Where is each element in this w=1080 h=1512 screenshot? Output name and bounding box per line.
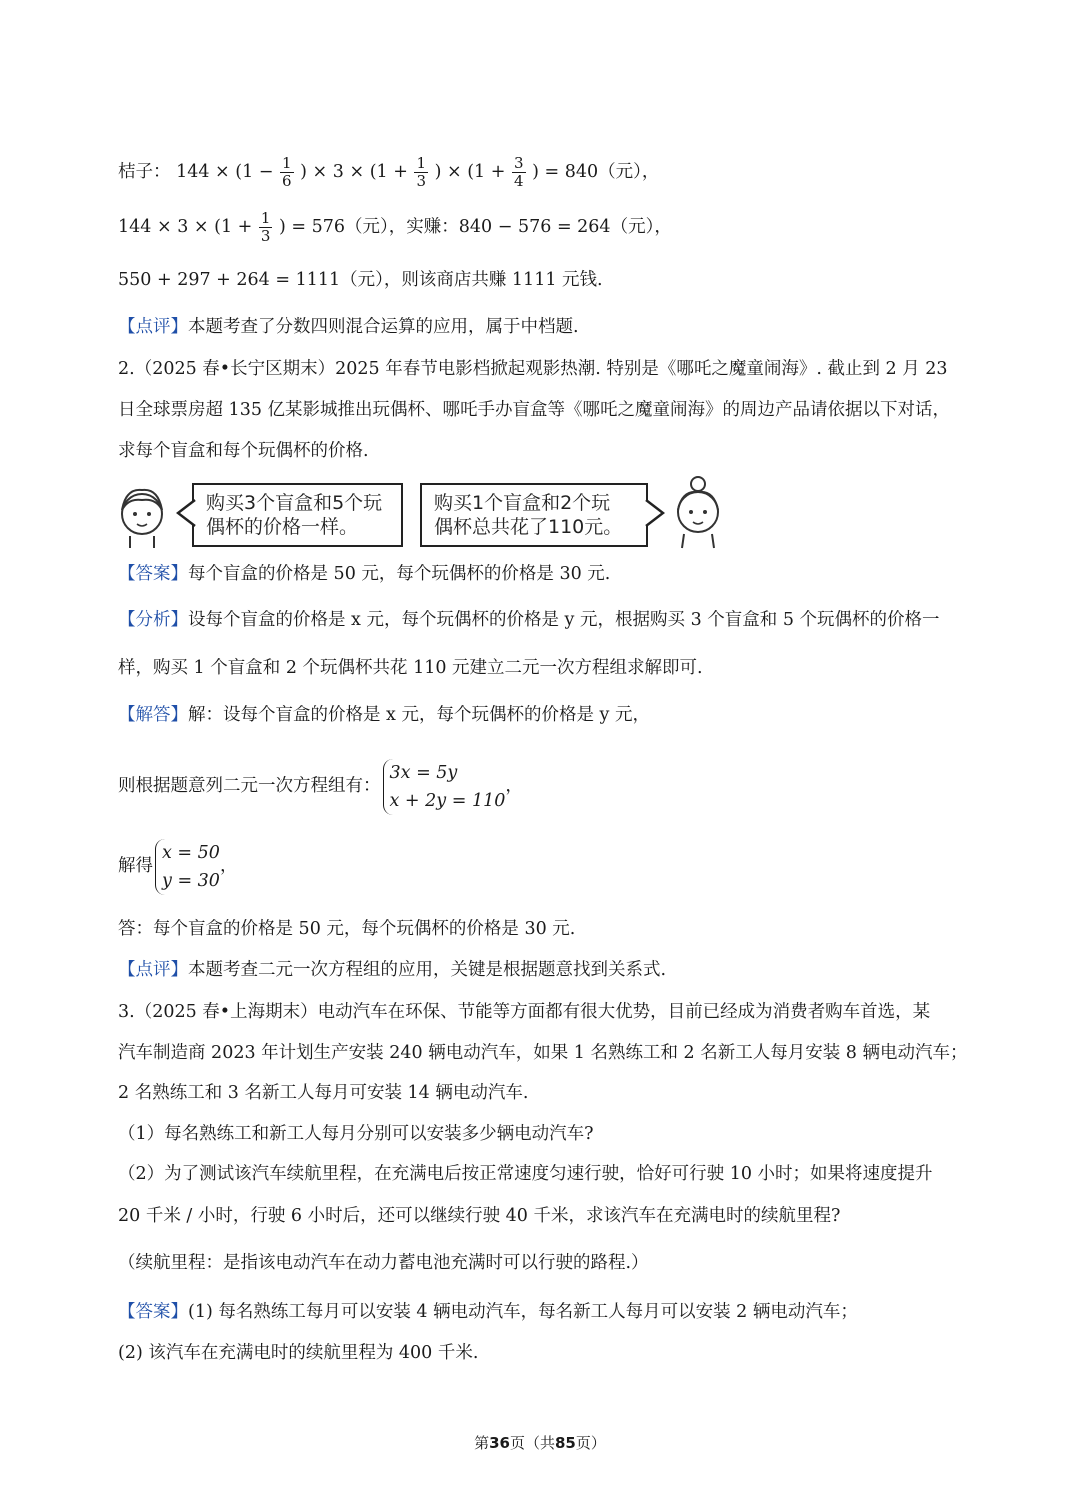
q3-sub-2-line-1: （2）为了测试该汽车续航里程，在充满电后按正常速度匀速行驶，恰好可行驶 10 小时；如果将速度提升	[118, 1164, 933, 1184]
bubble-left-line-2: 偶杯的价格一样。	[206, 516, 359, 538]
q3-answer-2: (2) 该汽车在充满电时的续航里程为 400 千米.	[118, 1343, 479, 1363]
q3-sub-1: （1）每名熟练工和新工人每月分别可以安装多少辆电动汽车?	[118, 1124, 594, 1144]
bubble-right-tail-icon	[645, 498, 665, 528]
calc-line-1	[118, 155, 659, 190]
q2-final-answer: 答：每个盲盒的价格是 50 元，每个玩偶杯的价格是 30 元.	[118, 919, 576, 939]
expr-part: ) = 840（元），	[532, 162, 660, 182]
solution-system	[155, 839, 220, 895]
frac-den: 3	[416, 172, 427, 190]
frac-num: 1	[416, 154, 427, 172]
q3-answer-1	[118, 1300, 858, 1324]
review-text: 本题考查了分数四则混合运算的应用，属于中档题.	[188, 317, 579, 337]
page-number: 36	[489, 1434, 510, 1452]
footer-suffix: 页）	[575, 1434, 606, 1452]
analysis-text: 设每个盲盒的价格是 x 元，每个玩偶杯的价格是 y 元，根据购买 3 个盲盒和 5 个玩偶杯的价格一	[188, 610, 940, 630]
solution-tag: 【解答】	[118, 705, 188, 725]
frac-den: 3	[260, 227, 271, 245]
frac-num: 3	[514, 154, 524, 172]
q3-line-3: 2 名熟练工和 3 名新工人每月可安装 14 辆电动汽车.	[118, 1083, 529, 1103]
q3-line-1: 3.（2025 春•上海期末）电动汽车在环保、节能等方面都有很大优势，目前已经成为消费者购车首选，某	[118, 1002, 931, 1022]
bubble-left-tail-icon	[176, 498, 196, 528]
expr-part: ) × (1 +	[434, 162, 506, 182]
expr-part: 144 × 3 × (1 +	[118, 217, 253, 237]
review-text: 本题考查二元一次方程组的应用，关键是根据题意找到关系式.	[188, 960, 667, 980]
frac-num: 1	[260, 209, 271, 227]
answer-text: 每个盲盒的价格是 50 元，每个玩偶杯的价格是 30 元.	[188, 564, 611, 584]
speech-bubble-right	[420, 483, 648, 547]
q2-answer	[118, 562, 610, 586]
fraction-3-4	[512, 155, 526, 190]
total-pages: 85	[555, 1434, 576, 1452]
answer-text: (1) 每名熟练工每月可以安装 4 辆电动汽车，每名新工人每月可以安装 2 辆电动汽车；	[188, 1302, 858, 1322]
analysis-tag: 【分析】	[118, 610, 188, 630]
q3-sub-2-line-2: 20 千米 / 小时，行驶 6 小时后，还可以继续行驶 40 千米，求该汽车在充满电时的续航里程?	[118, 1206, 841, 1226]
review-tag: 【点评】	[118, 317, 188, 337]
page-footer	[0, 1432, 1080, 1453]
expr-part: ) × 3 × (1 +	[300, 162, 408, 182]
q2-analysis-1	[118, 608, 940, 632]
calc-line-2	[118, 210, 672, 245]
boy-avatar-icon	[112, 480, 172, 550]
solve-suffix: ，	[219, 856, 238, 876]
system-prefix: 则根据题意列二元一次方程组有：	[118, 776, 381, 796]
answer-tag: 【答案】	[118, 1302, 188, 1322]
equation-system	[383, 759, 506, 815]
bubble-left-line-1: 购买3个盲盒和5个玩	[206, 492, 383, 514]
bubble-right-line-2: 偶杯总共花了110元。	[434, 516, 623, 538]
frac-den: 4	[514, 172, 524, 190]
system-suffix: ，	[505, 776, 523, 796]
fraction-1-6	[280, 155, 294, 190]
q2-analysis-2: 样，购买 1 个盲盒和 2 个玩偶杯共花 110 元建立二元一次方程组求解即可.	[118, 658, 703, 678]
review-tag: 【点评】	[118, 960, 188, 980]
solution-1: x = 50	[162, 842, 220, 863]
q2-line-2: 日全球票房超 135 亿某影城推出玩偶杯、哪吒手办盲盒等《哪吒之魔童闹海》的周边产品请依据以下对话，	[118, 400, 951, 420]
equation-2: x + 2y = 110	[389, 790, 506, 811]
expr-part: ) = 576（元），实赚：840 − 576 = 264（元），	[279, 217, 672, 237]
fraction-1-3	[414, 155, 428, 190]
q3-line-2: 汽车制造商 2023 年计划生产安装 240 辆电动汽车，如果 1 名熟练工和 2 名新工人每月安装 8 辆电动汽车；	[118, 1043, 968, 1063]
equation-1: 3x = 5y	[389, 762, 458, 783]
answer-tag: 【答案】	[118, 564, 188, 584]
q1-review	[118, 315, 579, 339]
calc-prefix: 桔子：	[118, 162, 171, 182]
frac-den: 6	[282, 172, 292, 190]
q2-line-3: 求每个盲盒和每个玩偶杯的价格.	[118, 441, 369, 461]
solution-system-line	[118, 836, 237, 896]
footer-prefix: 第	[474, 1434, 490, 1452]
q2-line-1: 2.（2025 春•长宁区期末）2025 年春节电影档掀起观影热潮. 特别是《哪吒之魔童闹海》. 截止到 2 月 23	[118, 359, 948, 379]
solve-prefix: 解得	[118, 856, 153, 876]
calc-line-3: 550 + 297 + 264 = 1111（元），则该商店共赚 1111 元钱.	[118, 270, 603, 290]
solution-text: 解：设每个盲盒的价格是 x 元，每个玩偶杯的价格是 y 元，	[188, 705, 651, 725]
speech-bubble-left	[192, 483, 403, 547]
bubble-right-line-1: 购买1个盲盒和2个玩	[434, 492, 611, 514]
frac-num: 1	[282, 154, 292, 172]
q2-solution	[118, 703, 650, 727]
equation-system-line	[118, 756, 523, 816]
footer-mid: 页（共	[509, 1434, 555, 1452]
fraction-1-3	[259, 210, 273, 245]
expr-part: 144 × (1 −	[176, 162, 274, 182]
q3-note: （续航里程：是指该电动汽车在动力蓄电池充满时可以行驶的路程.）	[118, 1253, 649, 1273]
girl-avatar-icon	[668, 474, 728, 550]
solution-2: y = 30	[162, 870, 220, 891]
q2-review	[118, 958, 666, 982]
